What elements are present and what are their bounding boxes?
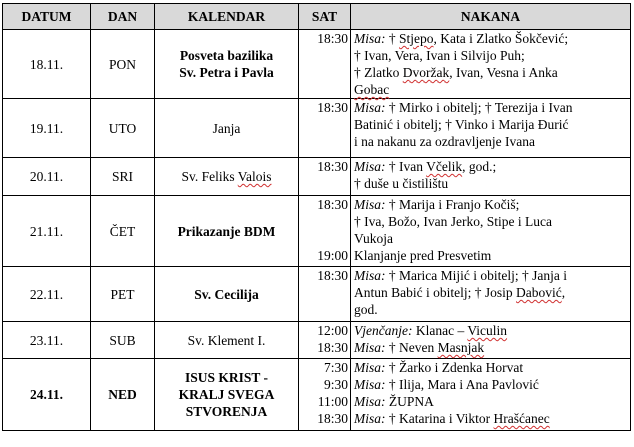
table-row xyxy=(3,99,631,158)
calendar-cell: Prikazanje BDM xyxy=(155,196,299,267)
date-cell: 19.11. xyxy=(3,99,91,158)
day-cell: NED xyxy=(91,359,155,431)
intention-cell: Misa: † Stjepo, Kata i Zlatko Šokčević; † Ivan, Vera, Ivan i Silvijo Puh; † Zlatko Dvoržak, Ivan, Vesna i Anka Gobac xyxy=(351,30,631,99)
mass-schedule-table xyxy=(2,3,631,431)
header-sat: SAT xyxy=(299,4,351,30)
calendar-cell: Sv. Cecilija xyxy=(155,267,299,322)
table-row xyxy=(3,196,631,267)
calendar-cell: Sv. Feliks Valois xyxy=(155,158,299,196)
intention-cell: Misa: † Ivan Včelik, god.; † duše u čistilištu xyxy=(351,158,631,196)
time-cell: 7:30 9:30 11:00 18:30 xyxy=(299,359,351,431)
header-nakana: NAKANA xyxy=(351,4,631,30)
date-cell: 20.11. xyxy=(3,158,91,196)
date-cell: 18.11. xyxy=(3,30,91,99)
time-cell: 12:00 18:30 xyxy=(299,322,351,359)
table-row xyxy=(3,158,631,196)
table-row xyxy=(3,267,631,322)
day-cell: SUB xyxy=(91,322,155,359)
date-cell: 22.11. xyxy=(3,267,91,322)
intention-cell: Misa: † Marija i Franjo Kočiš; † Iva, Božo, Ivan Jerko, Stipe i Luca Vukoja Klanjanje pred Presvetim xyxy=(351,196,631,267)
table-row xyxy=(3,359,631,431)
time-cell: 18:30 xyxy=(299,267,351,322)
time-cell: 18:30 xyxy=(299,99,351,158)
date-cell: 23.11. xyxy=(3,322,91,359)
time-cell: 18:30 xyxy=(299,30,351,99)
time-cell: 18:30 19:00 xyxy=(299,196,351,267)
calendar-cell: Janja xyxy=(155,99,299,158)
calendar-cell: Sv. Klement I. xyxy=(155,322,299,359)
header-row xyxy=(3,4,631,30)
intention-cell: Misa: † Mirko i obitelj; † Terezija i Ivan Batinić i obitelj; † Vinko i Marija Đurić i na nakanu za ozdravljenje Ivana xyxy=(351,99,631,158)
intention-cell: Vjenčanje: Klanac – Viculin Misa: † Neven Masnjak xyxy=(351,322,631,359)
intention-cell: Misa: † Marica Mijić i obitelj; † Janja i Antun Babić i obitelj; † Josip Dabović, god. xyxy=(351,267,631,322)
date-cell: 24.11. xyxy=(3,359,91,431)
header-dan: DAN xyxy=(91,4,155,30)
day-cell: SRI xyxy=(91,158,155,196)
calendar-cell: ISUS KRIST - KRALJ SVEGA STVORENJA xyxy=(155,359,299,431)
day-cell: PON xyxy=(91,30,155,99)
day-cell: UTO xyxy=(91,99,155,158)
table-row xyxy=(3,322,631,359)
intention-cell: Misa: † Žarko i Zdenka Horvat Misa: † Ilija, Mara i Ana Pavlović Misa: ŽUPNA Misa: † Katarina i Viktor Hrašćanec xyxy=(351,359,631,431)
table-row xyxy=(3,30,631,99)
header-datum: DATUM xyxy=(3,4,91,30)
date-cell: 21.11. xyxy=(3,196,91,267)
time-cell: 18:30 xyxy=(299,158,351,196)
day-cell: ČET xyxy=(91,196,155,267)
header-kalendar: KALENDAR xyxy=(155,4,299,30)
calendar-cell: Posveta bazilika Sv. Petra i Pavla xyxy=(155,30,299,99)
day-cell: PET xyxy=(91,267,155,322)
